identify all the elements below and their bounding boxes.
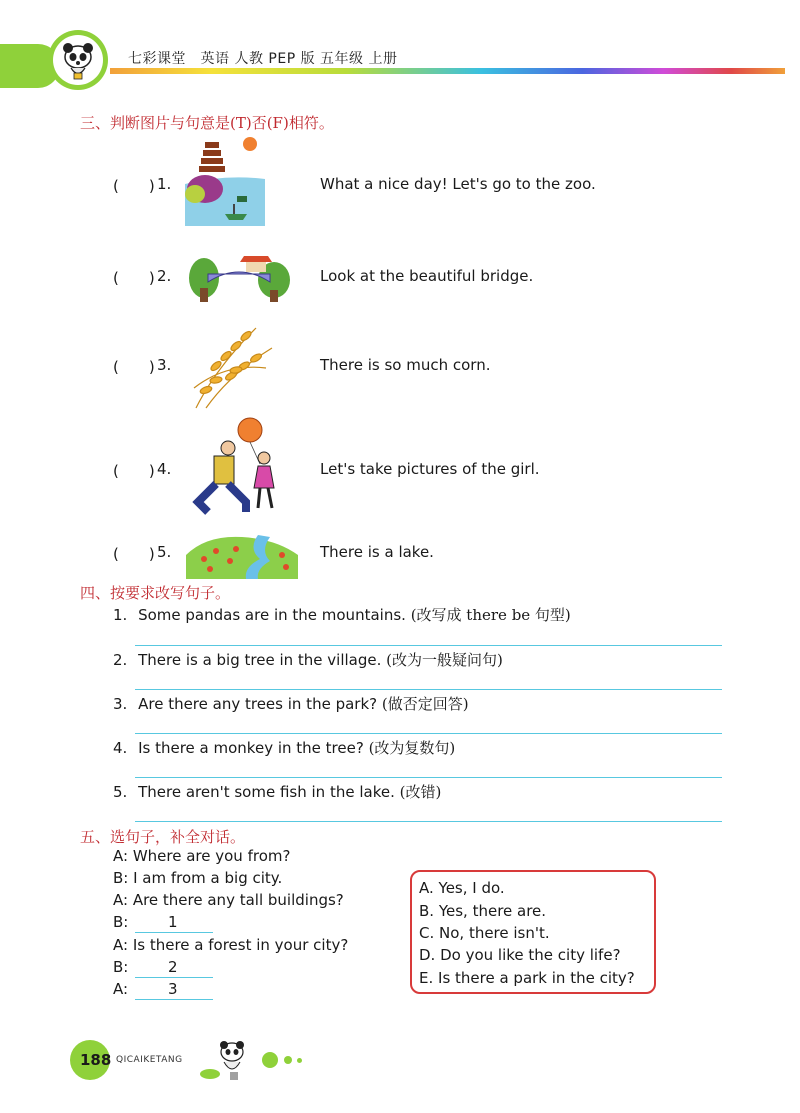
photographer-icon xyxy=(188,412,288,526)
item-number-1: 1. xyxy=(157,175,172,193)
park-scene-icon xyxy=(185,134,265,230)
answer-paren-3[interactable]: ( ) xyxy=(113,358,155,376)
bridge-icon xyxy=(186,248,292,308)
rewrite-item-4 xyxy=(113,737,455,758)
item-number-3: 3. xyxy=(157,356,172,374)
rewrite-instruction: (改错) xyxy=(399,783,442,801)
answer-paren-2[interactable]: ( ) xyxy=(113,269,155,287)
header-rainbow-bar xyxy=(110,68,785,74)
blank-line-1[interactable] xyxy=(135,932,213,933)
option-d: D. Do you like the city life? xyxy=(419,946,621,964)
rewrite-item-3 xyxy=(113,693,469,714)
wheat-icon xyxy=(186,318,278,416)
rewrite-instruction: (改为一般疑问句) xyxy=(386,651,503,669)
header-logo xyxy=(53,35,103,85)
dialogue-line-1: A: Where are you from? xyxy=(113,847,291,865)
blank-line-2[interactable] xyxy=(135,977,213,978)
section4-title: 四、按要求改写句子。 xyxy=(80,584,231,602)
sentence-4: Let's take pictures of the girl. xyxy=(320,460,540,478)
item-number-5: 5. xyxy=(157,543,172,561)
sentence-3: There is so much corn. xyxy=(320,356,491,374)
rewrite-number: 4. xyxy=(113,739,128,757)
header-title: 七彩课堂 英语 人教 PEP 版 五年级 上册 xyxy=(128,51,398,67)
answer-line-2[interactable] xyxy=(135,689,722,690)
blank-number-1: 1 xyxy=(168,913,178,931)
sentence-1: What a nice day! Let's go to the zoo. xyxy=(320,175,596,193)
panda-mascot-icon xyxy=(53,35,103,85)
answer-line-5[interactable] xyxy=(135,821,722,822)
footer-dot-small xyxy=(297,1058,302,1063)
dialogue-line-5: A: Is there a forest in your city? xyxy=(113,936,349,954)
rewrite-instruction: (做否定回答) xyxy=(381,695,469,713)
rewrite-sentence: There aren't some fish in the lake. xyxy=(138,783,395,801)
section3-title: 三、判断图片与句意是(T)否(F)相符。 xyxy=(80,114,334,132)
answer-paren-5[interactable]: ( ) xyxy=(113,545,155,563)
answer-line-3[interactable] xyxy=(135,733,722,734)
rewrite-item-1 xyxy=(113,604,571,625)
item-number-4: 4. xyxy=(157,460,172,478)
rewrite-sentence: Are there any trees in the park? xyxy=(138,695,378,713)
sentence-5: There is a lake. xyxy=(320,543,434,561)
answer-paren-1[interactable]: ( ) xyxy=(113,177,155,195)
dialogue-line-6: B: xyxy=(113,958,129,976)
panda-mascot-icon xyxy=(196,1036,252,1090)
footer-dot-medium xyxy=(284,1056,292,1064)
rewrite-sentence: Some pandas are in the mountains. xyxy=(138,606,406,624)
option-e: E. Is there a park in the city? xyxy=(419,969,635,987)
rewrite-number: 1. xyxy=(113,606,128,624)
footer-dot-large xyxy=(262,1052,278,1068)
sentence-2: Look at the beautiful bridge. xyxy=(320,267,534,285)
option-a: A. Yes, I do. xyxy=(419,879,505,897)
rewrite-item-2 xyxy=(113,649,503,670)
blank-number-3: 3 xyxy=(168,980,178,998)
blank-line-3[interactable] xyxy=(135,999,213,1000)
dialogue-line-3: A: Are there any tall buildings? xyxy=(113,891,344,909)
dialogue-line-7: A: xyxy=(113,980,129,998)
option-c: C. No, there isn't. xyxy=(419,924,550,942)
section5-title: 五、选句子，补全对话。 xyxy=(80,828,246,846)
rewrite-number: 5. xyxy=(113,783,128,801)
rewrite-sentence: There is a big tree in the village. xyxy=(138,651,382,669)
page-number: 188 xyxy=(80,1051,112,1069)
answer-line-4[interactable] xyxy=(135,777,722,778)
option-b: B. Yes, there are. xyxy=(419,902,547,920)
river-icon xyxy=(186,525,298,583)
rewrite-item-5 xyxy=(113,781,441,802)
blank-number-2: 2 xyxy=(168,958,178,976)
answer-line-1[interactable] xyxy=(135,645,722,646)
footer-brand: QICAIKETANG xyxy=(116,1055,183,1065)
dialogue-line-4: B: xyxy=(113,913,129,931)
rewrite-instruction: (改写成 there be 句型) xyxy=(410,606,571,624)
rewrite-number: 3. xyxy=(113,695,128,713)
rewrite-number: 2. xyxy=(113,651,128,669)
rewrite-instruction: (改为复数句) xyxy=(368,739,456,757)
item-number-2: 2. xyxy=(157,267,172,285)
answer-paren-4[interactable]: ( ) xyxy=(113,462,155,480)
rewrite-sentence: Is there a monkey in the tree? xyxy=(138,739,364,757)
dialogue-line-2: B: I am from a big city. xyxy=(113,869,283,887)
